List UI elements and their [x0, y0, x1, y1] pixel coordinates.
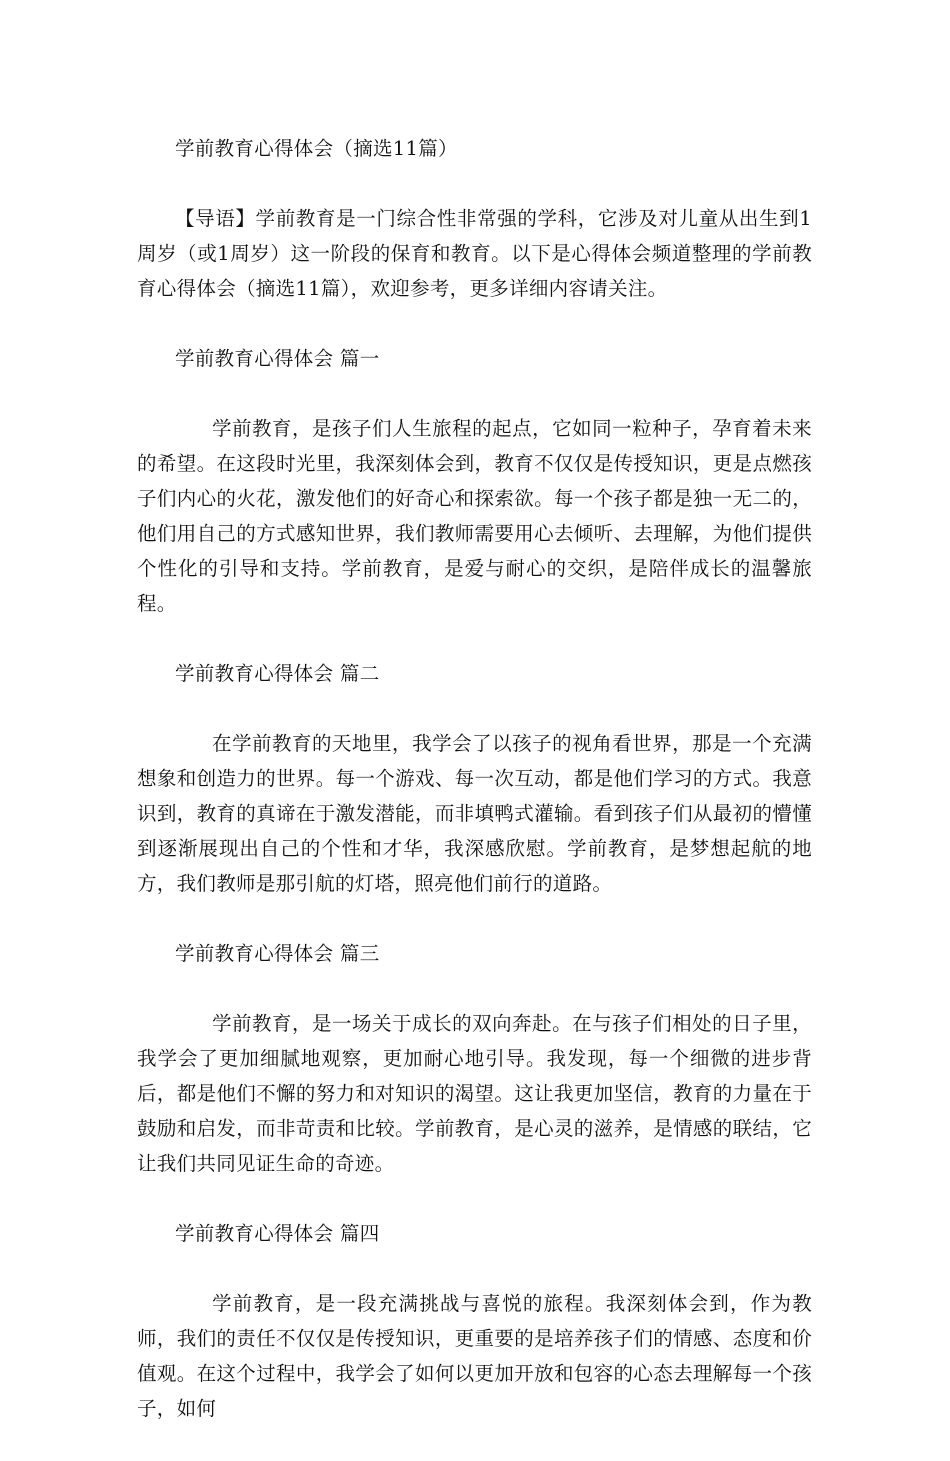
section-body-1: 学前教育，是孩子们人生旅程的起点，它如同一粒种子，孕育着未来的希望。在这段时光里，我深刻体会到，教育不仅仅是传授知识，更是点燃孩子们内心的火花，激发他们的好奇心和探索欲。每一个孩子都是独一无二的，他们用自己的方式感知世界，我们教师需要用心去倾听、去理解，为他们提供个性化的引导和支持。学前教育，是爱与耐心的交织，是陪伴成长的温馨旅程。 [137, 417, 812, 615]
section-heading-1: 学前教育心得体会 篇一 [175, 347, 380, 370]
document-title: 学前教育心得体会（摘选11篇） [175, 137, 458, 160]
section-heading-4: 学前教育心得体会 篇四 [175, 1222, 380, 1245]
section-body-3: 学前教育，是一场关于成长的双向奔赴。在与孩子们相处的日子里，我学会了更加细腻地观察，更加耐心地引导。我发现，每一个细微的进步背后，都是他们不懈的努力和对知识的渴望。这让我更加坚信，教育的力量在于鼓励和启发，而非苛责和比较。学前教育，是心灵的滋养，是情感的联结，它让我们共同见证生命的奇迹。 [137, 1012, 812, 1175]
document-content [137, 131, 812, 1461]
lead-paragraph: 【导语】学前教育是一门综合性非常强的学科，它涉及对儿童从出生到1周岁（或1周岁）这一阶段的保育和教育。以下是心得体会频道整理的学前教育心得体会（摘选11篇），欢迎参考，更多详细内容请关注。 [137, 207, 812, 300]
section-body-2: 在学前教育的天地里，我学会了以孩子的视角看世界，那是一个充满想象和创造力的世界。每一个游戏、每一次互动，都是他们学习的方式。我意识到，教育的真谛在于激发潜能，而非填鸭式灌输。看到孩子们从最初的懵懂到逐渐展现出自己的个性和才华，我深感欣慰。学前教育，是梦想起航的地方，我们教师是那引航的灯塔，照亮他们前行的道路。 [137, 732, 812, 895]
section-heading-2: 学前教育心得体会 篇二 [175, 662, 380, 685]
section-heading-3: 学前教育心得体会 篇三 [175, 942, 380, 965]
section-body-4: 学前教育，是一段充满挑战与喜悦的旅程。我深刻体会到，作为教师，我们的责任不仅仅是传授知识，更重要的是培养孩子们的情感、态度和价值观。在这个过程中，我学会了如何以更加开放和包容的心态去理解每一个孩子，如何 [137, 1292, 812, 1420]
